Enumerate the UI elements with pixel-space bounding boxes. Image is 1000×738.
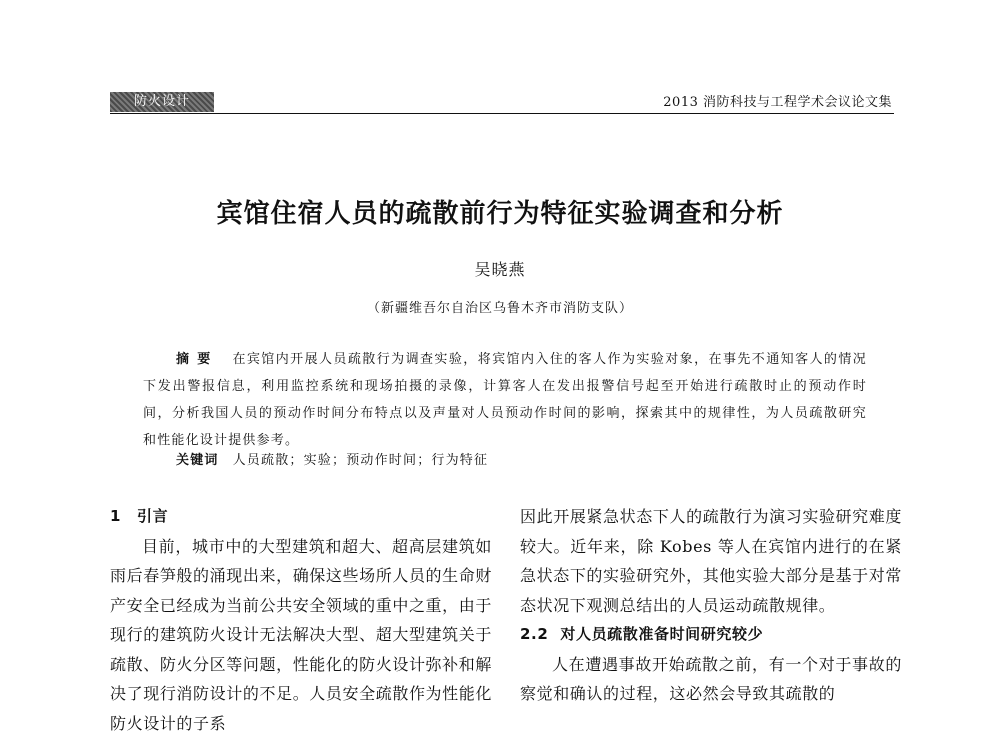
keywords	[176, 450, 866, 472]
journal-name: 2013 消防科技与工程学术会议论文集	[663, 94, 892, 112]
right-paragraph-1: 因此开展紧急状态下人的疏散行为演习实验研究难度较大。近年来，除 Kobes 等人在宾馆内进行的在紧急状态下的实验研究外，其他实验大部分是基于对常态状况下观测总结出的人员运动疏散规律。	[520, 502, 902, 620]
subsection-heading-2-2	[520, 620, 902, 650]
abstract	[143, 346, 867, 454]
author-affiliation: （新疆维吾尔自治区乌鲁木齐市消防支队）	[0, 299, 1000, 319]
subsection-title: 对人员疏散准备时间研究较少	[560, 625, 763, 643]
right-paragraph-2: 人在遭遇事故开始疏散之前，有一个对于事故的察觉和确认的过程，这必然会导致其疏散的	[520, 650, 902, 709]
paper-title: 宾馆住宿人员的疏散前行为特征实验调查和分析	[0, 196, 1000, 232]
section-heading-intro	[110, 502, 492, 532]
section-number: 1	[110, 507, 121, 525]
keywords-text: 人员疏散；实验；预动作时间；行为特征	[233, 453, 489, 468]
keywords-label: 关键词	[176, 453, 219, 468]
left-column	[110, 502, 492, 738]
subsection-number: 2.2	[520, 625, 548, 643]
author-name: 吴晓燕	[0, 259, 1000, 281]
section-title: 引言	[137, 507, 168, 525]
header-rule	[110, 113, 894, 114]
section-tag: 防火设计	[110, 92, 214, 112]
abstract-label: 摘要	[176, 352, 218, 367]
intro-paragraph: 目前，城市中的大型建筑和超大、超高层建筑如雨后春笋般的涌现出来，确保这些场所人员的生命财产安全已经成为当前公共安全领域的重中之重，由于现行的建筑防火设计无法解决大型、超大型建筑关于疏散、防火分区等问题，性能化的防火设计弥补和解决了现行消防设计的不足。人员安全疏散作为性能化防火设计的子系	[110, 532, 492, 738]
abstract-text: 在宾馆内开展人员疏散行为调查实验，将宾馆内入住的客人作为实验对象，在事先不通知客人的情况下发出警报信息，利用监控系统和现场拍摄的录像，计算客人在发出报警信号起至开始进行疏散时止的预动作时间，分析我国人员的预动作时间分布特点以及声量对人员预动作时间的影响，探索其中的规律性，为人员疏散研究和性能化设计提供参考。	[143, 352, 867, 448]
right-column	[520, 502, 902, 709]
